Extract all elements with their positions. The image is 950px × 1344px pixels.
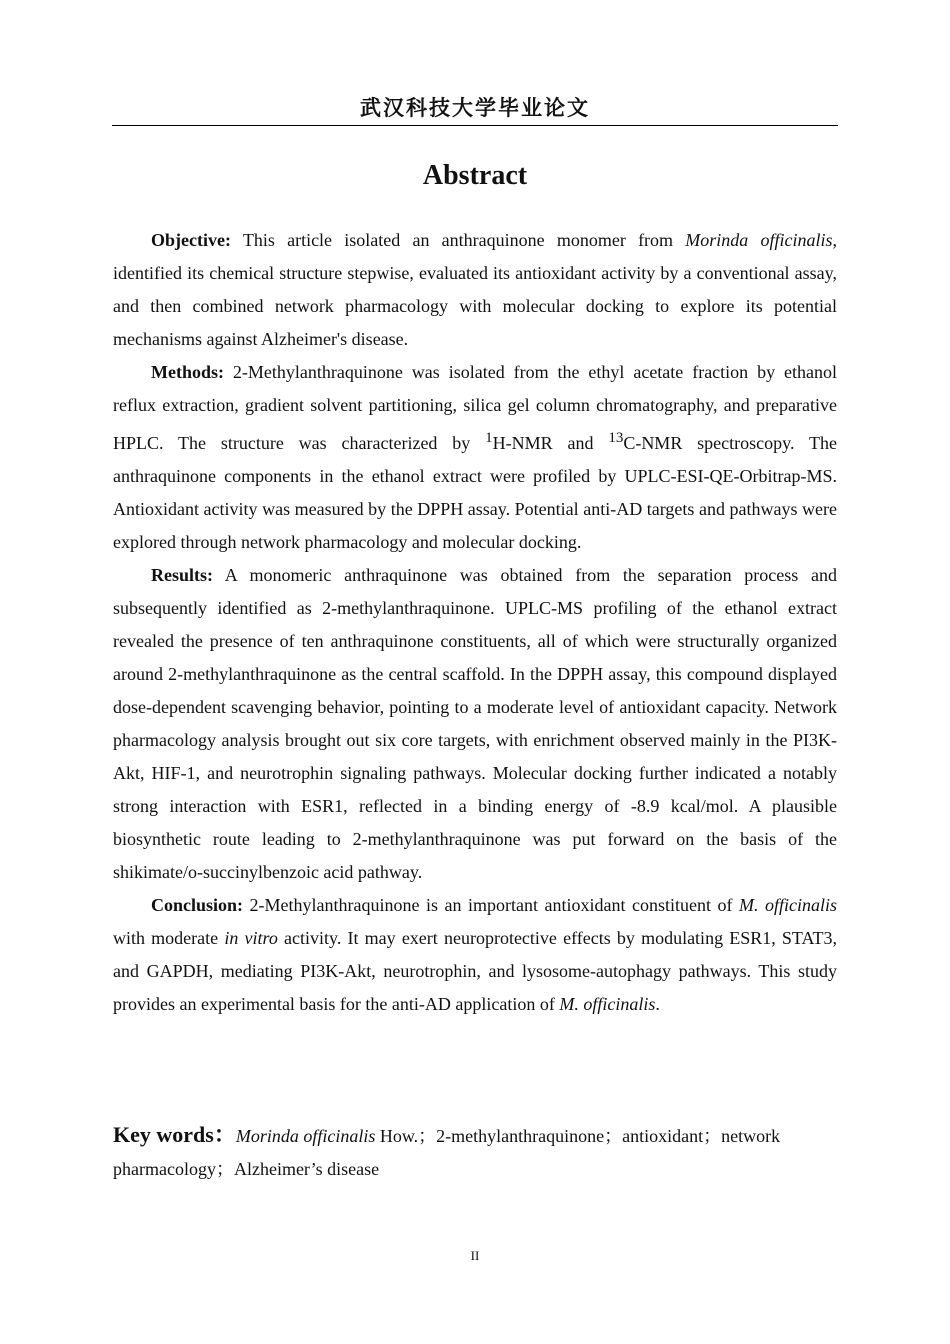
- methods-label: Methods:: [151, 362, 224, 382]
- methods-superscript-1: 1: [485, 430, 493, 446]
- methods-text-1: 2-Methylanthraquinone was isolated from the ethyl acetate fraction by ethanol reflux extraction, gradient solvent partitioning, silica gel column chromatography, and preparative HPLC. The structure was characterized by: [113, 362, 837, 453]
- results-paragraph: [113, 559, 837, 889]
- objective-paragraph: [113, 224, 837, 356]
- conclusion-text-4: .: [655, 994, 660, 1014]
- university-header-title: 武汉科技大学毕业论文: [360, 96, 590, 120]
- conclusion-in-vitro: in vitro: [224, 928, 278, 948]
- objective-text-before: This article isolated an anthraquinone monomer from: [230, 230, 686, 250]
- abstract-title: Abstract: [422, 160, 528, 191]
- keywords-block: [113, 1118, 837, 1186]
- methods-text-2: H-NMR and: [492, 433, 609, 453]
- conclusion-label: Conclusion:: [151, 895, 244, 915]
- results-label: Results:: [151, 565, 213, 585]
- objective-text-after: , identified its chemical structure stepwise, evaluated its antioxidant activity by a conventional assay, and then combined network pharmacology with molecular docking to explore its potential mechanisms against Alzheimer's disease.: [113, 230, 837, 349]
- objective-label: Objective:: [151, 230, 231, 250]
- methods-superscript-13: 13: [608, 430, 624, 446]
- abstract-body: [113, 224, 837, 1021]
- page-number: II: [470, 1248, 480, 1263]
- objective-species-name: Morinda officinalis: [685, 230, 833, 250]
- conclusion-species-name-2: M. officinalis: [559, 994, 656, 1014]
- conclusion-text-1: 2-Methylanthraquinone is an important antioxidant constituent of: [243, 895, 739, 915]
- keywords-species-name: Morinda officinalis: [235, 1126, 376, 1146]
- conclusion-text-3: activity. It may exert neuroprotective effects by modulating ESR1, STAT3, and GAPDH, mediating PI3K-Akt, neurotrophin, and lysosome-autophagy pathways. This study provides an experimental basis for the anti-AD application of: [113, 928, 837, 1014]
- keywords-label: Key words：: [113, 1122, 236, 1147]
- conclusion-species-name-1: M. officinalis: [739, 895, 838, 915]
- methods-paragraph: [113, 356, 837, 559]
- keywords-list: How.；2-methylanthraquinone；antioxidant；network pharmacology；Alzheimer’s disease: [113, 1126, 781, 1179]
- results-text: A monomeric anthraquinone was obtained from the separation process and subsequently identified as 2-methylanthraquinone. UPLC-MS profiling of the ethanol extract revealed the presence of ten anthraquinone constituents, all of which were structurally organized around 2-methylanthraquinone as the central scaffold. In the DPPH assay, this compound displayed dose-dependent scavenging behavior, pointing to a moderate level of antioxidant capacity. Network pharmacology analysis brought out six core targets, with enrichment observed mainly in the PI3K-Akt, HIF-1, and neurotrophin signaling pathways. Molecular docking further indicated a notably strong interaction with ESR1, reflected in a binding energy of -8.9 kcal/mol. A plausible biosynthetic route leading to 2-methylanthraquinone was put forward on the basis of the shikimate/o-succinylbenzoic acid pathway.: [113, 565, 837, 882]
- header-divider: [112, 125, 838, 126]
- conclusion-text-2: with moderate: [113, 928, 225, 948]
- conclusion-paragraph: [113, 889, 837, 1021]
- methods-text-3: C-NMR spectroscopy. The anthraquinone components in the ethanol extract were profiled by UPLC-ESI-QE-Orbitrap-MS. Antioxidant activity was measured by the DPPH assay. Potential anti-AD targets and pathways were explored through network pharmacology and molecular docking.: [113, 433, 837, 552]
